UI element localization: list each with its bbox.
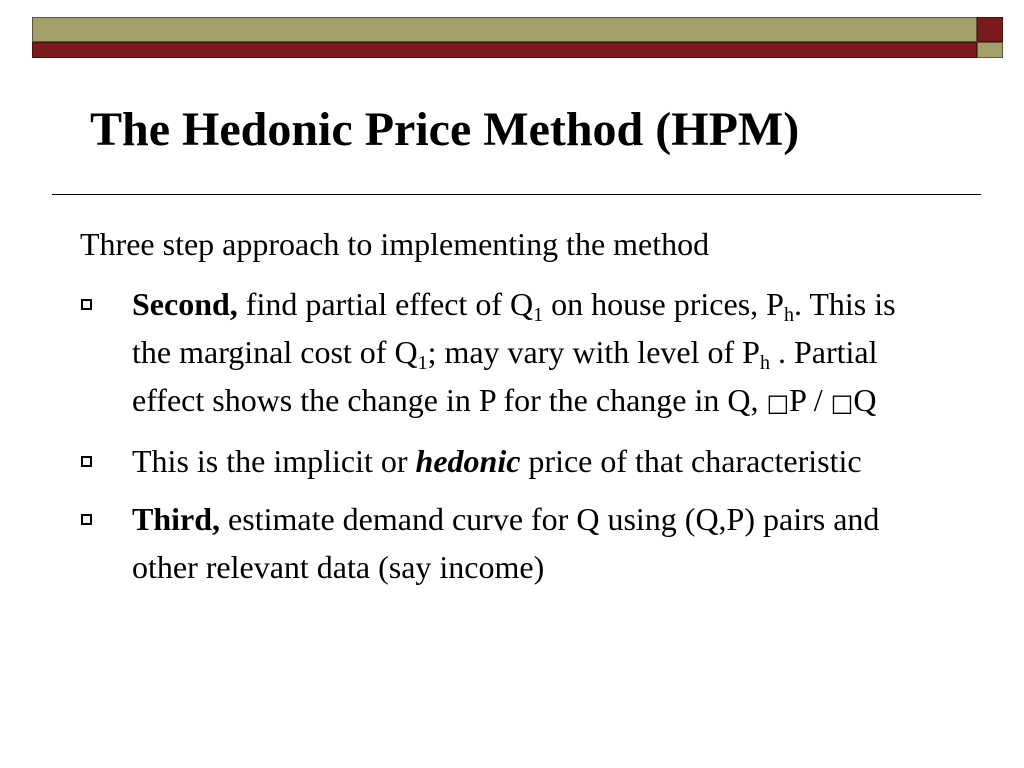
bullet-lead: Third, <box>132 501 221 537</box>
square-bullet-icon <box>81 456 92 467</box>
header-bar-maroon <box>32 42 977 58</box>
subscript: 1 <box>533 304 544 326</box>
header-corner-olive <box>977 42 1003 58</box>
missing-glyph-box: □ <box>830 389 854 417</box>
bullet-text: Q <box>853 382 877 418</box>
bullet-second <box>80 280 940 427</box>
subscript: 1 <box>417 352 428 374</box>
bullet-text: on house prices, P <box>543 286 784 322</box>
subscript: h <box>783 304 794 326</box>
square-bullet-icon <box>81 514 92 525</box>
bullet-lead: Second, <box>132 286 238 322</box>
bullet-text: ; may vary with level of P <box>427 334 760 370</box>
header-bar-olive <box>32 17 977 42</box>
bullet-third <box>80 495 940 591</box>
bullet-text: . This is the marginal cost of Q <box>132 286 896 370</box>
bullet-hedonic <box>80 437 940 485</box>
bullet-text: estimate demand curve for Q using (Q,P) pairs and other relevant data (say income) <box>132 501 880 585</box>
square-bullet-icon <box>81 299 92 310</box>
header-corner-maroon <box>977 17 1003 42</box>
intro-text: Three step approach to implementing the method <box>80 226 710 262</box>
bullet-text: . Partial effect shows the change in P for the change in Q, <box>132 334 878 418</box>
missing-glyph-box: □ <box>766 389 790 417</box>
bullet-text: price of that characteristic <box>520 443 862 479</box>
bullet-text: find partial effect of Q <box>237 286 534 322</box>
bullet-list <box>80 280 940 601</box>
emphasis-hedonic: hedonic <box>415 443 521 479</box>
bullet-text: P / <box>789 382 831 418</box>
bullet-text: This is the implicit or <box>132 443 416 479</box>
slide-title: The Hedonic Price Method (HPM) <box>90 103 800 156</box>
title-divider <box>52 194 981 195</box>
subscript: h <box>759 352 770 374</box>
